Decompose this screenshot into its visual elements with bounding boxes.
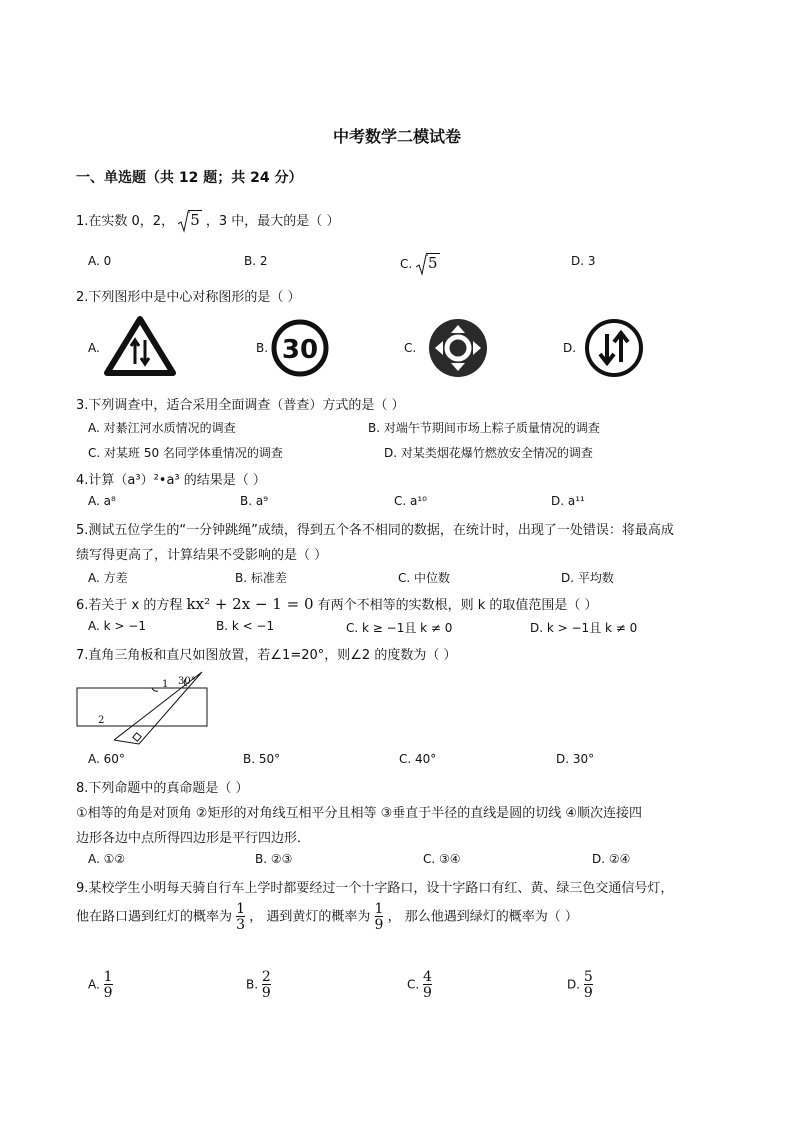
speed-limit-30-sign-icon: [270, 318, 330, 378]
angle-30-label: 30°: [178, 676, 196, 687]
q4-option-d[interactable]: D. a¹¹: [551, 494, 585, 508]
fraction-yellow: $\frac{1}{9}$: [374, 901, 384, 933]
q3-option-c[interactable]: C. 对某班 50 名同学体重情况的调查: [88, 446, 283, 460]
q7-option-a[interactable]: A. 60°: [88, 752, 125, 766]
q8-option-d[interactable]: D. ②④: [592, 852, 631, 866]
q5-option-c[interactable]: C. 中位数: [398, 571, 451, 585]
q6-option-a[interactable]: A. k > −1: [88, 619, 146, 633]
q5-option-d[interactable]: D. 平均数: [561, 571, 614, 585]
q1-option-d[interactable]: D. 3: [571, 254, 596, 268]
question-8-statements-line2: 边形各边中点所得四边形是平行四边形．: [76, 831, 311, 846]
q4-option-a[interactable]: A. a⁸: [88, 494, 116, 508]
question-6-stem: 6.若关于 x 的方程 kx² + 2x − 1 = 0 有两个不相等的实数根，则 k 的取值范围是（ ）: [76, 595, 598, 613]
triangle-ruler-figure: [74, 670, 214, 746]
q9-option-b[interactable]: B. $\frac{2}{9}$: [246, 969, 271, 1001]
question-5-stem-line2: 绩写得更高了，计算结果不受影响的是（ ）: [76, 548, 328, 563]
q9-option-c[interactable]: C. $\frac{4}{9}$: [407, 969, 432, 1001]
q5-option-a[interactable]: A. 方差: [88, 571, 128, 585]
question-4-stem: 4.计算（a³）²•a³ 的结果是（ ）: [76, 473, 266, 488]
q1-option-a[interactable]: A. 0: [88, 254, 112, 268]
sign-30-text: 30: [281, 335, 319, 365]
question-9-stem-line1: 9.某校学生小明每天骑自行车上学时都要经过一个十字路口，设十字路口有红、黄、绿三色交通信号灯，: [76, 881, 674, 896]
q4-option-b[interactable]: B. a⁹: [240, 494, 269, 508]
q7-option-c[interactable]: C. 40°: [399, 752, 437, 766]
q6-option-c[interactable]: C. k ≥ −1且 k ≠ 0: [346, 621, 453, 635]
sqrt-5: 5: [178, 211, 202, 229]
q3-option-b[interactable]: B. 对端午节期间市场上粽子质量情况的调查: [368, 421, 600, 435]
warning-triangle-sign-icon: [104, 316, 176, 376]
angle-1-label: 1: [162, 679, 169, 690]
q1-option-c[interactable]: C. 5: [400, 254, 438, 272]
question-8-stem: 8.下列命题中的真命题是（ ）: [76, 781, 249, 796]
q6-option-b[interactable]: B. k < −1: [216, 619, 275, 633]
q8-option-c[interactable]: C. ③④: [423, 852, 461, 866]
q7-option-d[interactable]: D. 30°: [556, 752, 595, 766]
q9-option-a[interactable]: A. $\frac{1}{9}$: [88, 969, 113, 1001]
q5-option-b[interactable]: B. 标准差: [235, 571, 287, 585]
question-2-stem: 2.下列图形中是中心对称图形的是（ ）: [76, 290, 301, 305]
question-9-stem-line2: 他在路口遇到红灯的概率为 $\frac{1}{3}$ ， 遇到黄灯的概率为 $\frac{1}{9}$ ， 那么他遇到绿灯的概率为（ ）: [76, 901, 578, 933]
q7-option-b[interactable]: B. 50°: [243, 752, 281, 766]
section-heading: 一、单选题（共 12 题；共 24 分）: [76, 170, 303, 186]
q2-option-c[interactable]: C.: [404, 341, 417, 355]
question-1-stem: 1.在实数 0，2， 5 ，3 中，最大的是（ ）: [76, 211, 340, 229]
q2-option-a[interactable]: A.: [88, 341, 100, 355]
q8-option-a[interactable]: A. ①②: [88, 852, 126, 866]
q8-option-b[interactable]: B. ②③: [255, 852, 293, 866]
q6-option-d[interactable]: D. k > −1且 k ≠ 0: [530, 621, 638, 635]
q2-option-d[interactable]: D.: [563, 341, 577, 355]
q9-option-d[interactable]: D. $\frac{5}{9}$: [567, 969, 593, 1001]
roundabout-sign-icon: [428, 318, 488, 378]
q1-option-b[interactable]: B. 2: [244, 254, 268, 268]
question-7-stem: 7.直角三角板和直尺如图放置，若∠1=20°，则∠2 的度数为（ ）: [76, 648, 457, 663]
question-3-stem: 3.下列调查中，适合采用全面调查（普查）方式的是（ ）: [76, 398, 405, 413]
two-way-traffic-sign-icon: [584, 318, 644, 378]
fraction-red: $\frac{1}{3}$: [236, 901, 246, 933]
question-8-statements-line1: ①相等的角是对顶角 ②矩形的对角线互相平分且相等 ③垂直于半径的直线是圆的切线 ④顺次连接四: [76, 806, 643, 821]
page-title: 中考数学二模试卷: [332, 127, 461, 146]
sqrt-5: 5: [416, 254, 440, 272]
q4-option-c[interactable]: C. a¹⁰: [394, 494, 427, 508]
q3-option-d[interactable]: D. 对某类烟花爆竹燃放安全情况的调查: [384, 446, 593, 460]
angle-2-label: 2: [98, 715, 105, 726]
quadratic-equation: kx² + 2x − 1 = 0: [186, 595, 314, 613]
q2-option-b[interactable]: B.: [256, 341, 269, 355]
q3-option-a[interactable]: A. 对綦江河水质情况的调查: [88, 421, 236, 435]
question-5-stem-line1: 5.测试五位学生的“一分钟跳绳”成绩，得到五个各不相同的数据，在统计时，出现了一处错误：将最高成: [76, 523, 674, 538]
